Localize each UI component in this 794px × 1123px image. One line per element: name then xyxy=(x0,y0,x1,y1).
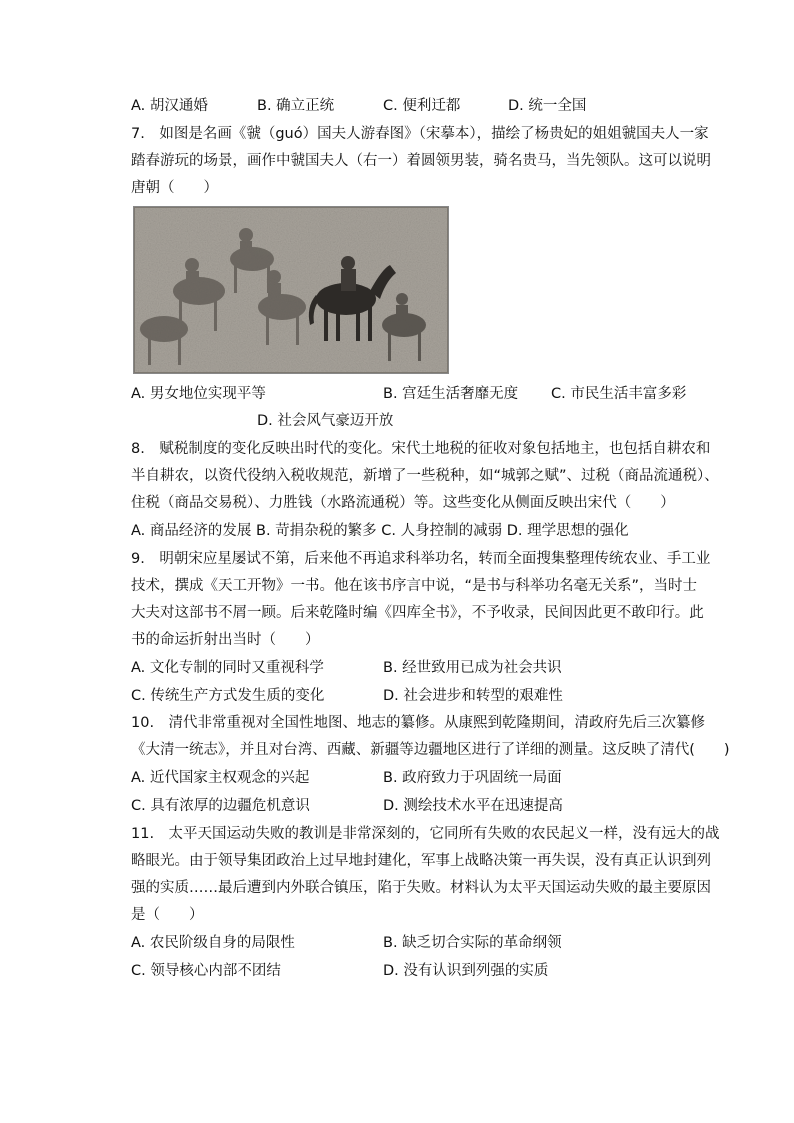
q8-stem-line-3: 住税（商品交易税）、力胜钱（水路流通税）等。这些变化从侧面反映出宋代（ ） xyxy=(131,495,675,511)
q9-option-c: C. 传统生产方式发生质的变化 xyxy=(131,688,325,704)
q7-stem-line-1: 7. 如图是名画《虢（guó）国夫人游春图》（宋摹本），描绘了杨贵妃的姐姐虢国夫人一家 xyxy=(131,126,709,142)
q10-stem-line-1: 10. 清代非常重视对全国性地图、地志的纂修。从康熙到乾隆期间，清政府先后三次纂修 xyxy=(131,715,706,731)
q11-stem-line-2: 略眼光。由于领导集团政治上过早地封建化，军事上战略决策一再失误，没有真正认识到列 xyxy=(131,853,711,869)
q7-option-d: D. 社会风气豪迈开放 xyxy=(257,413,394,429)
q8-stem-line-1: 8. 赋税制度的变化反映出时代的变化。宋代土地税的征收对象包括地主，也包括自耕农和 xyxy=(131,441,711,457)
q10-option-b: B. 政府致力于巩固统一局面 xyxy=(383,770,562,786)
q7-stem-line-3: 唐朝（ ） xyxy=(131,180,218,196)
q11-stem-line-1: 11. 太平天国运动失败的教训是非常深刻的，它同所有失败的农民起义一样，没有远大的战 xyxy=(131,826,720,842)
q11-option-a: A. 农民阶级自身的局限性 xyxy=(131,935,295,951)
q11-option-b: B. 缺乏切合实际的革命纲领 xyxy=(383,935,562,951)
q6-option-b: B. 确立正统 xyxy=(257,98,335,114)
q10-option-c: C. 具有浓厚的边疆危机意识 xyxy=(131,798,310,814)
painting-illustration xyxy=(134,207,448,373)
q9-stem-line-4: 书的命运折射出当时（ ） xyxy=(131,632,320,648)
q11-option-d: D. 没有认识到列强的实质 xyxy=(383,963,549,979)
q9-stem-line-1: 9. 明朝宋应星屡试不第，后来他不再追求科举功名，转而全面搜集整理传统农业、手工业 xyxy=(131,551,711,567)
q9-option-a: A. 文化专制的同时又重视科学 xyxy=(131,660,324,676)
q6-option-c: C. 便利迁都 xyxy=(383,98,461,114)
q9-option-d: D. 社会进步和转型的艰难性 xyxy=(383,688,563,704)
q11-stem-line-3: 强的实质……最后遭到内外联合镇压，陷于失败。材料认为太平天国运动失败的最主要原因 xyxy=(131,880,711,896)
q9-stem-line-3: 大夫对这部书不屑一顾。后来乾隆时编《四库全书》，不予收录，民间因此更不敢印行。此 xyxy=(131,605,704,621)
q9-option-b: B. 经世致用已成为社会共识 xyxy=(383,660,562,676)
q9-stem-line-2: 技术，撰成《天工开物》一书。他在该书序言中说，“是书与科举功名毫无关系”，当时士 xyxy=(131,578,698,594)
q6-option-a: A. 胡汉通婚 xyxy=(131,98,208,114)
q8-options: A. 商品经济的发展 B. 苛捐杂税的繁多 C. 人身控制的减弱 D. 理学思想的强化 xyxy=(131,523,629,539)
q6-option-d: D. 统一全国 xyxy=(508,98,587,114)
q7-option-c: C. 市民生活丰富多彩 xyxy=(551,386,687,402)
q10-option-a: A. 近代国家主权观念的兴起 xyxy=(131,770,310,786)
q10-option-d: D. 测绘技术水平在迅速提高 xyxy=(383,798,563,814)
q8-stem-line-2: 半自耕农，以资代役纳入税收规范，新增了一些税种，如“城郭之赋”、过税（商品流通税）、 xyxy=(131,468,719,484)
q10-stem-line-2: 《大清一统志》，并且对台湾、西藏、新疆等边疆地区进行了详细的测量。这反映了清代( ) xyxy=(131,742,730,758)
painting-image xyxy=(133,206,449,374)
q7-stem-line-2: 踏春游玩的场景，画作中虢国夫人（右一）着圆领男装，骑名贵马，当先领队。这可以说明 xyxy=(131,153,711,169)
q7-option-a: A. 男女地位实现平等 xyxy=(131,386,266,402)
q11-stem-line-4: 是（ ） xyxy=(131,907,204,923)
q7-option-b: B. 宫廷生活奢靡无度 xyxy=(383,386,519,402)
q11-option-c: C. 领导核心内部不团结 xyxy=(131,963,281,979)
